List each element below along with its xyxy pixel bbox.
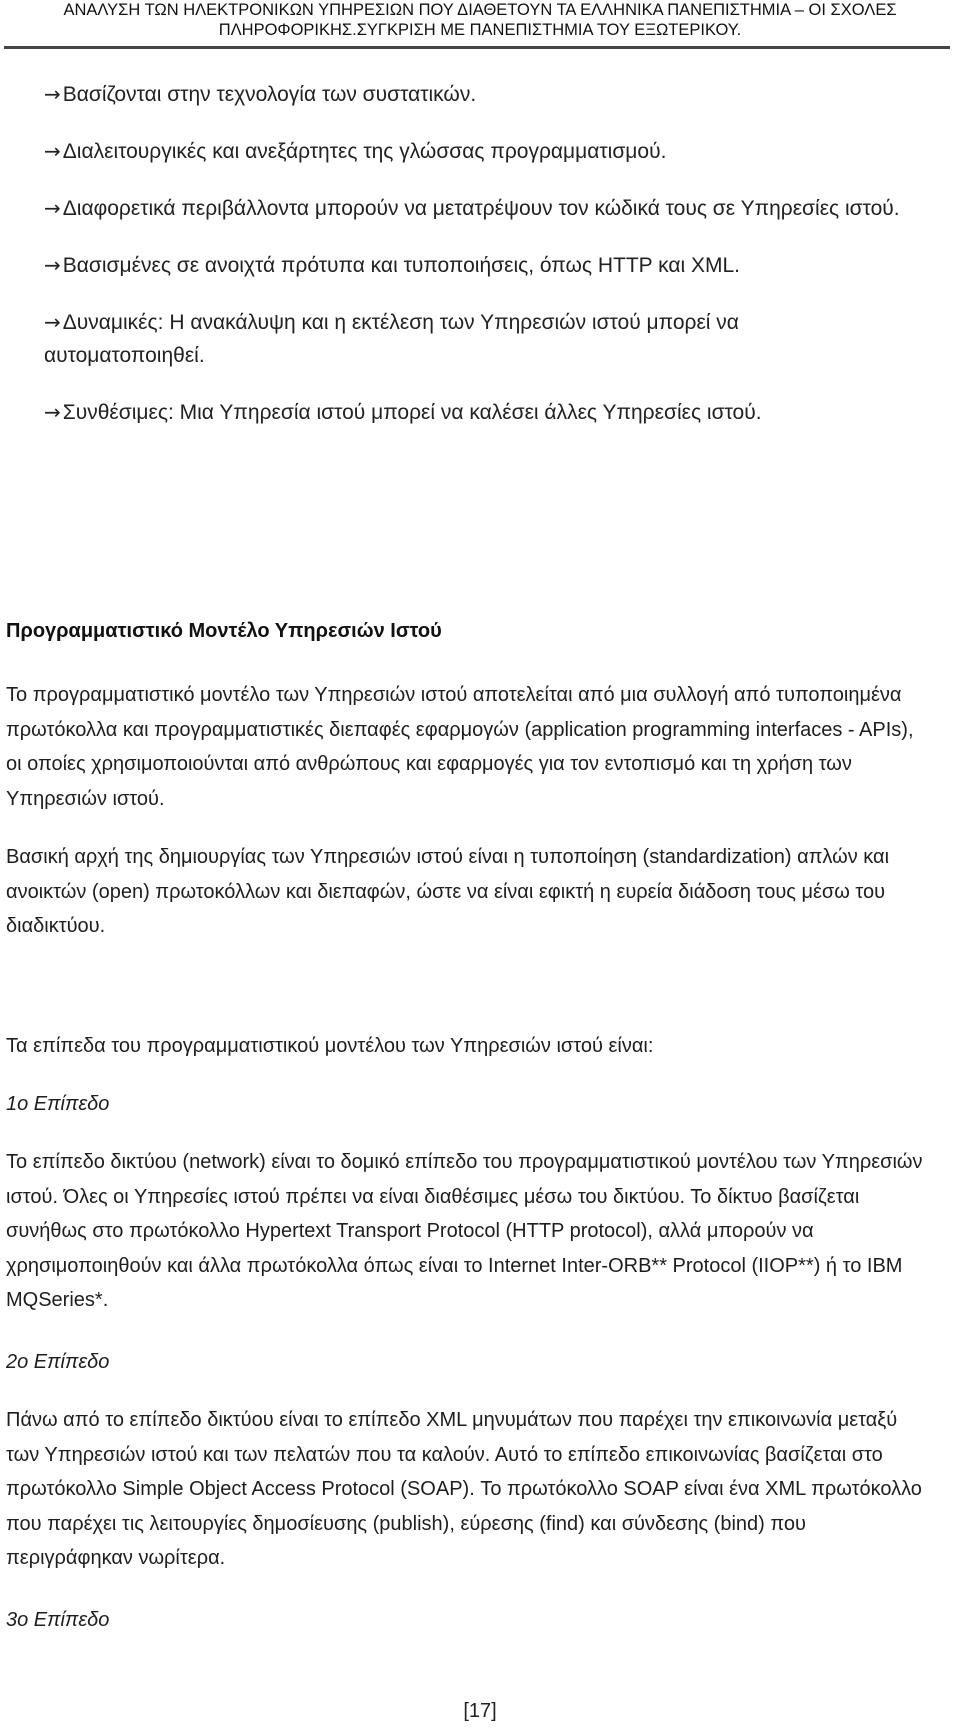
paragraph-text: Το επίπεδο δικτύου (network) είναι το δομικό επίπεδο του προγραμματιστικού μοντέλου των Υπηρεσιών ιστού. Όλες οι Υπηρεσίες ιστού πρέπει να είναι διαθέσιμες μέσω του δικτύου. Το δίκτυο βασίζεται συνήθως στο πρωτόκολλο Hypertext Transport Protocol (HTTP protocol), αλλά μπορούν να χρησιμοποιηθούν και άλλα πρωτόκολλα όπως είναι το Internet Inter-ORB** Protocol (IIOP**) ή το IBM MQSeries*. <box>6 1151 923 1311</box>
paragraph-standardization <box>6 840 926 944</box>
level-2-text <box>6 1403 926 1576</box>
arrow-icon: → <box>44 310 61 334</box>
bullet-item <box>44 249 924 282</box>
paragraph-text: Βασική αρχή της δημιουργίας των Υπηρεσιών ιστού είναι η τυποποίηση (standardization) απλών και ανοικτών (open) πρωτοκόλλων και διεπαφών, ώστε να είναι εφικτή η ευρεία διάδοση τους μέσω του διαδικτύου. <box>6 846 890 937</box>
arrow-icon: → <box>44 139 61 163</box>
level-2-title: 2ο Επίπεδο <box>6 1351 110 1373</box>
arrow-icon: → <box>44 400 61 424</box>
bullet-item <box>44 78 924 111</box>
bullet-item <box>44 192 919 225</box>
header-line-1: ΑΝΑΛΥΣΗ ΤΩΝ ΗΛΕΚΤΡΟΝΙΚΩΝ ΥΠΗΡΕΣΙΩΝ ΠΟΥ ΔΙΑΘΕΤΟΥΝ ΤΑ ΕΛΛΗΝΙΚΑ ΠΑΝΕΠΙΣΤΗΜΙΑ – ΟΙ ΣΧΟΛΕΣ <box>63 1 897 19</box>
header-rule <box>4 46 950 49</box>
bullet-text: Διαλειτουργικές και ανεξάρτητες της γλώσσας προγραμματισμού. <box>62 140 667 163</box>
bullet-item <box>44 135 924 168</box>
bullet-text: Συνθέσιμες: Μια Υπηρεσία ιστού μπορεί να καλέσει άλλες Υπηρεσίες ιστού. <box>62 401 762 424</box>
levels-intro <box>6 1029 926 1064</box>
paragraph-text: Πάνω από το επίπεδο δικτύου είναι το επίπεδο XML μηνυμάτων που παρέχει την επικοινωνία μεταξύ των Υπηρεσιών ιστού και των πελατών που τα καλούν. Αυτό το επίπεδο επικοινωνίας βασίζεται στο πρωτόκολλο Simple Object Access Protocol (SOAP). Το πρωτόκολλο SOAP είναι ένα XML πρωτόκολλο που παρέχει τις λειτουργίες δημοσίευσης (publish), εύρεσης (find) και σύνδεσης (bind) που περιγράφηκαν νωρίτερα. <box>6 1409 922 1569</box>
header-line-2: ΠΛΗΡΟΦΟΡΙΚΗΣ.ΣΥΓΚΡΙΣΗ ΜΕ ΠΑΝΕΠΙΣΤΗΜΙΑ ΤΟΥ ΕΞΩΤΕΡΙΚΟΥ. <box>218 21 742 39</box>
feature-bullet-list <box>44 78 924 453</box>
level-1-text <box>6 1145 926 1318</box>
paragraph-text: Τα επίπεδα του προγραμματιστικού μοντέλου των Υπηρεσιών ιστού είναι: <box>6 1035 654 1057</box>
bullet-text: Βασισμένες σε ανοιχτά πρότυπα και τυποποιήσεις, όπως HTTP και XML. <box>62 254 741 277</box>
section-heading: Προγραμματιστικό Μοντέλο Υπηρεσιών Ιστού <box>6 620 442 642</box>
level-3-title: 3ο Επίπεδο <box>6 1609 110 1631</box>
bullet-text: Διαφορετικά περιβάλλοντα μπορούν να μετατρέψουν τον κώδικά τους σε Υπηρεσίες ιστού. <box>62 197 900 220</box>
paragraph-model-description <box>6 678 926 816</box>
running-header <box>0 0 960 40</box>
arrow-icon: → <box>44 253 61 277</box>
bullet-text: Βασίζονται στην τεχνολογία των συστατικών. <box>62 83 477 106</box>
paragraph-text: Το προγραμματιστικό μοντέλο των Υπηρεσιών ιστού αποτελείται από μια συλλογή από τυποποιημένα πρωτόκολλα και προγραμματιστικές διεπαφές εφαρμογών (application programming interfaces - APIs), οι οποίες χρησιμοποιούνται από ανθρώπους και εφαρμογές για τον εντοπισμό και τη χρήση των Υπηρεσιών ιστού. <box>6 684 914 810</box>
level-1-title: 1ο Επίπεδο <box>6 1093 110 1115</box>
bullet-item <box>44 306 844 372</box>
arrow-icon: → <box>44 196 61 220</box>
bullet-text: Δυναμικές: Η ανακάλυψη και η εκτέλεση των Υπηρεσιών ιστού μπορεί να αυτοματοποιηθεί. <box>44 311 739 367</box>
arrow-icon: → <box>44 82 61 106</box>
page-number: [17] <box>463 1700 497 1722</box>
bullet-item <box>44 396 924 429</box>
